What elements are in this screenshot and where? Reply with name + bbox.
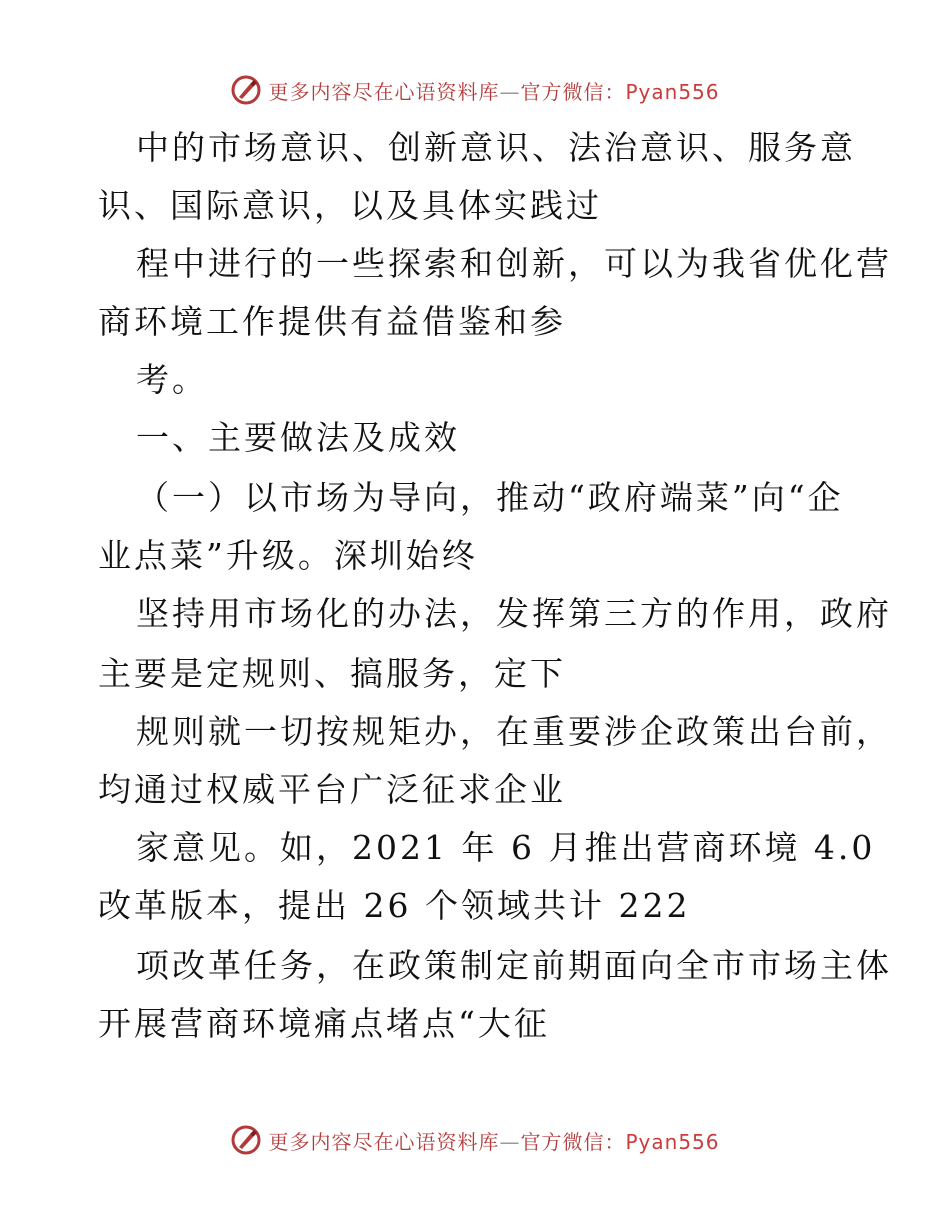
pen-circle-logo-icon — [230, 74, 262, 106]
watermark-brand: 更多内容尽在心语资料库 — [268, 1129, 500, 1154]
watermark-header — [0, 72, 950, 108]
text-line: 商环境工作提供有益借鉴和参 — [98, 302, 566, 341]
watermark-footer — [0, 1122, 950, 1158]
watermark-wechat-id: Pyan556 — [625, 1129, 720, 1154]
text-line: 家意见。如，2021 年 6 月推出营商环境 4.0 — [136, 828, 876, 867]
pen-circle-logo-icon — [230, 1124, 262, 1156]
text-line: 程中进行的一些探索和创新，可以为我省优化营 — [136, 244, 892, 283]
watermark-text — [268, 76, 719, 105]
text-line: 均通过权威平台广泛征求企业 — [98, 770, 566, 809]
watermark-text — [268, 1126, 719, 1155]
text-line: 改革版本，提出 26 个领域共计 222 — [98, 886, 691, 925]
text-line: 考。 — [136, 360, 208, 399]
subsection-heading: （一）以市场为导向，推动“政府端菜”向“企 — [136, 478, 844, 517]
text-line: 规则就一切按规矩办，在重要涉企政策出台前， — [136, 712, 892, 751]
watermark-wechat-id: Pyan556 — [625, 79, 720, 104]
text-line: 主要是定规则、搞服务，定下 — [98, 654, 566, 693]
watermark-brand: 更多内容尽在心语资料库 — [268, 79, 500, 104]
watermark-wechat-label: 官方微信： — [520, 79, 626, 104]
watermark-wechat-label: 官方微信： — [520, 1129, 626, 1154]
section-heading: 一、主要做法及成效 — [136, 418, 460, 457]
text-line: 开展营商环境痛点堵点“大征 — [98, 1004, 550, 1043]
text-line: 项改革任务，在政策制定前期面向全市市场主体 — [136, 946, 892, 985]
watermark-separator: — — [499, 79, 521, 104]
text-line: 坚持用市场化的办法，发挥第三方的作用，政府 — [136, 594, 892, 633]
watermark-separator: — — [499, 1129, 521, 1154]
text-line: 识、国际意识，以及具体实践过 — [98, 186, 602, 225]
text-line: 中的市场意识、创新意识、法治意识、服务意 — [136, 128, 856, 167]
text-line: 业点菜”升级。深圳始终 — [98, 536, 478, 575]
